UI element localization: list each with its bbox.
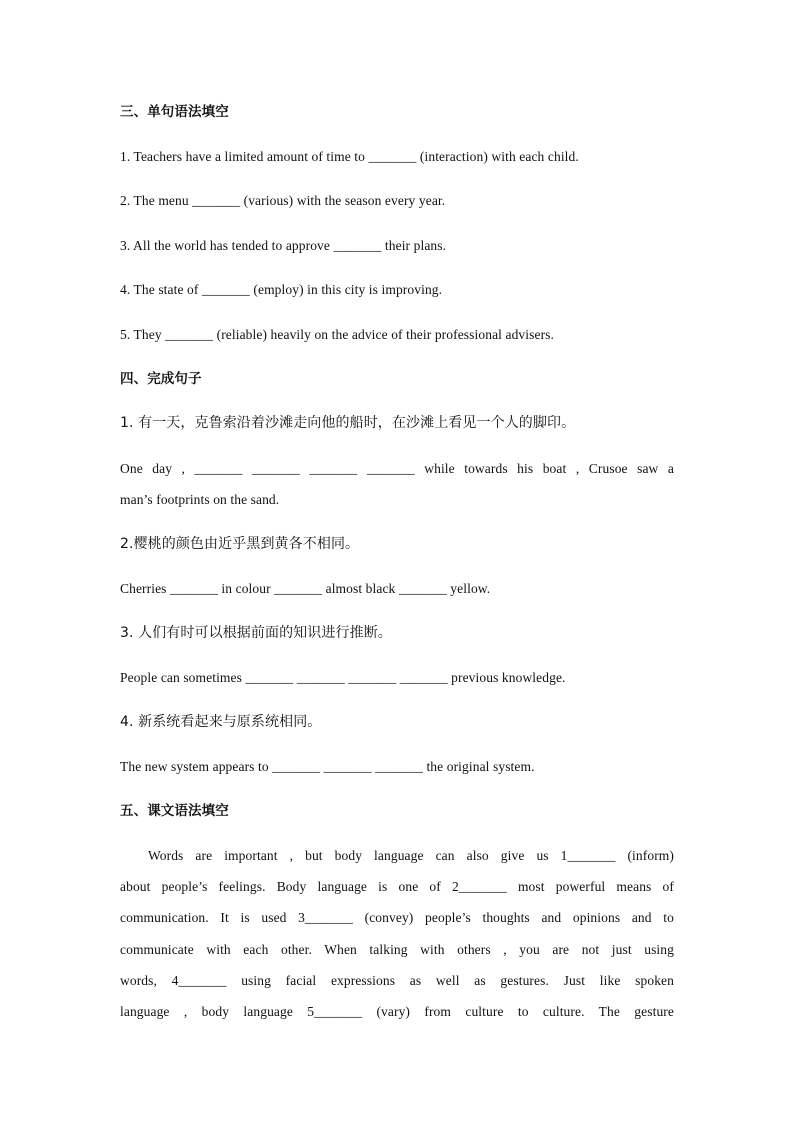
section-5-line-3: communication. It is used 3_______ (convey) people’s thoughts and opinions and to <box>120 910 674 925</box>
section-4-q2-chinese: 2.樱桃的颜色由近乎黑到黄各不相同。 <box>120 536 360 552</box>
section-4-q4-chinese: 4. 新系统看起来与原系统相同。 <box>120 714 322 730</box>
section-4-q1-english-line-1: One day , _______ _______ _______ _______ while towards his boat , Crusoe saw a <box>120 461 674 476</box>
section-4-q2-english: Cherries _______ in colour _______ almost black _______ yellow. <box>120 581 491 596</box>
section-5-title: 五、课文语法填空 <box>120 803 229 819</box>
section-3-item-4: 4. The state of _______ (employ) in this city is improving. <box>120 282 443 297</box>
section-3-item-5: 5. They _______ (reliable) heavily on the advice of their professional advisers. <box>120 327 554 342</box>
section-4-q4-english: The new system appears to _______ _______ _______ the original system. <box>120 759 535 774</box>
section-3-item-1: 1. Teachers have a limited amount of time to _______ (interaction) with each child. <box>120 149 579 164</box>
section-4-q1-english-line-2: man’s footprints on the sand. <box>120 492 280 507</box>
section-5-line-1: Words are important , but body language can also give us 1_______ (inform) <box>148 848 674 863</box>
section-3-title: 三、单句语法填空 <box>120 104 229 120</box>
section-5-line-2: about people’s feelings. Body language is one of 2_______ most powerful means of <box>120 879 674 894</box>
section-5-line-5: words, 4_______ using facial expressions as well as gestures. Just like spoken <box>120 973 674 988</box>
section-3-item-3: 3. All the world has tended to approve _______ their plans. <box>120 238 447 253</box>
section-4-q3-english: People can sometimes _______ _______ _______ _______ previous knowledge. <box>120 670 566 685</box>
section-5-line-6: language , body language 5_______ (vary) from culture to culture. The gesture <box>120 1004 674 1019</box>
section-3-item-2: 2. The menu _______ (various) with the season every year. <box>120 193 446 208</box>
section-4-title: 四、完成句子 <box>120 371 202 387</box>
section-4-q1-chinese: 1. 有一天，克鲁索沿着沙滩走向他的船时，在沙滩上看见一个人的脚印。 <box>120 415 576 431</box>
section-5-line-4: communicate with each other. When talking with others , you are not just using <box>120 942 674 957</box>
section-4-q3-chinese: 3. 人们有时可以根据前面的知识进行推断。 <box>120 625 392 641</box>
